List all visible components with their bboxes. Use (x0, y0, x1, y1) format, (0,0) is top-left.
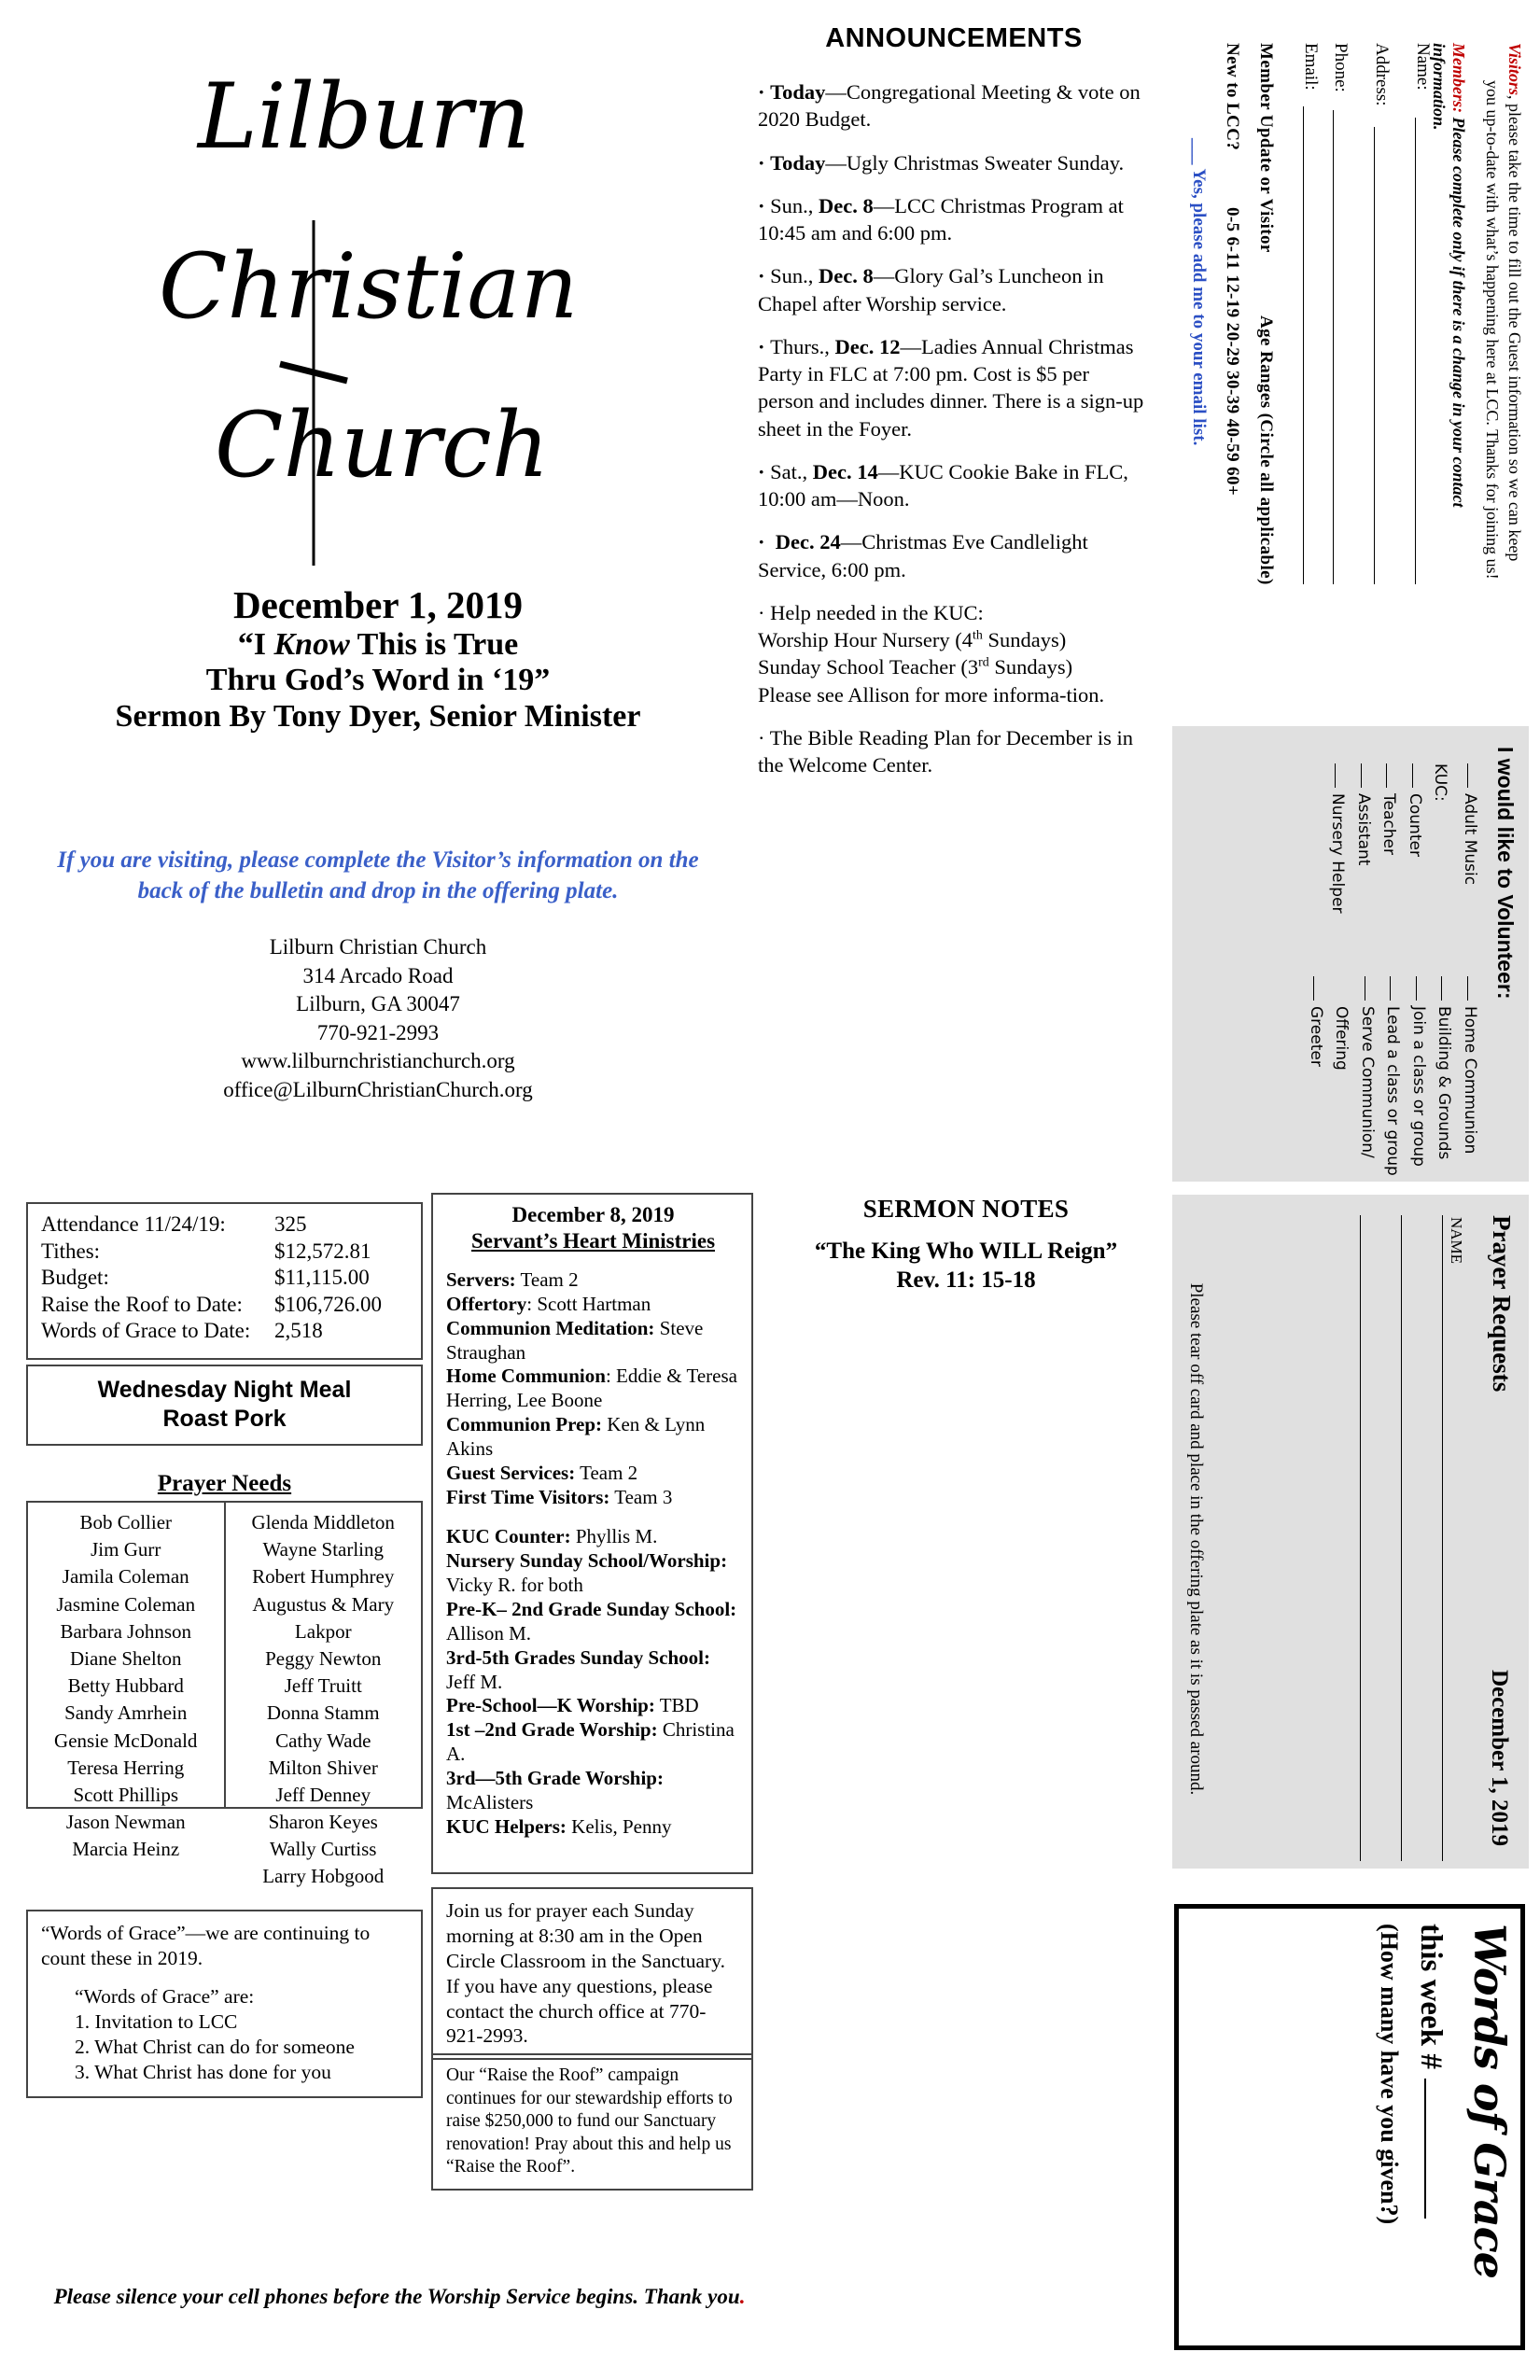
logo-line-1: Lilburn (198, 64, 531, 169)
service-heading (0, 583, 756, 735)
volunteer-option-serve-communion[interactable]: Serve Communion/ (1353, 976, 1379, 1176)
servant-row: Pre-K– 2nd Grade Sunday School: Allison M. (446, 1597, 737, 1645)
sermon-emphasis: Know (273, 626, 350, 662)
finance-label: Words of Grace to Date: (41, 1319, 251, 1343)
list-item: Sharon Keyes (268, 1811, 378, 1834)
volunteer-option-nursery-helper[interactable]: Nursery Helper (1324, 763, 1351, 913)
meal-menu: Roast Pork (162, 1405, 287, 1432)
finance-value: $12,572.81 (274, 1239, 371, 1263)
masthead (0, 0, 756, 1167)
servant-row: Communion Meditation: Steve Straughan (446, 1316, 704, 1364)
prayer-request-instructions: Please tear off card and place in the offering plate as it is passed around. (1186, 1282, 1206, 1796)
prayer-invitation-box: Join us for prayer each Sunday morning at 8:30 am in the Open Circle Classroom in the Sanctuary. If you have any questions, please contact the church office at 770-921-2993. (431, 1887, 753, 2060)
list-item: Jamila Coleman (62, 1565, 189, 1589)
list-item: Peggy Newton (265, 1646, 382, 1670)
servants-heart-box (431, 1193, 753, 1874)
volunteer-option-counter[interactable]: Counter (1401, 763, 1427, 913)
announcement-item: · Sun., Dec. 8—LCC Christmas Program at 10:45 am and 6:00 pm. (758, 193, 1124, 245)
finance-row (41, 1239, 410, 1266)
announcement-item: · Thurs., Dec. 12—Ladies Annual Christmas Party in FLC at 7:00 pm. Cost is $5 per person and includes dinner. There is a sign-up sheet in the Foyer. (758, 334, 1144, 441)
list-item: 1. Invitation to LCC (75, 2010, 238, 2034)
list-item: Wayne Starling (262, 1538, 385, 1561)
church-address-block (0, 933, 756, 1104)
announcement-item: · Sun., Dec. 8—Glory Gal’s Luncheon in Chapel after Worship service. (758, 264, 1104, 315)
visitor-card-intro: Visitors, please take the time to fill out the Guest information so we can keep you up-to-date with what’s happening here at LCC. Thanks for joining us! (1482, 43, 1524, 580)
list-item: 3. What Christ has done for you (75, 2061, 331, 2084)
announcement-date: Today (770, 150, 826, 175)
volunteer-option-greeter[interactable]: Greeter (1302, 976, 1328, 1176)
meal-title: Wednesday Night Meal (97, 1377, 352, 1403)
prayer-needs-box (26, 1501, 423, 1888)
list-item: Jason Newman (65, 1811, 186, 1834)
list-item: Lakpor (294, 1619, 352, 1643)
servant-row: Guest Services: Team 2 (446, 1462, 638, 1485)
visitor-email-label: Email: (1301, 43, 1321, 91)
finance-row (41, 1211, 410, 1239)
wednesday-meal-box (26, 1365, 423, 1446)
list-item: Sandy Amrhein (64, 1701, 188, 1725)
finance-label: Raise the Roof to Date: (41, 1292, 243, 1316)
list-item: Jim Gurr (91, 1538, 161, 1561)
visitor-phone-label: Phone: (1331, 43, 1351, 92)
announcement-date: Today (770, 80, 826, 104)
list-item: Wally Curtiss (270, 1838, 377, 1861)
prayer-needs-title: Prayer Needs (157, 1471, 292, 1496)
announcement-day: Sat., (770, 459, 813, 483)
list-item: Milton Shiver (268, 1756, 378, 1779)
servant-row: 3rd—5th Grade Worship: McAlisters (446, 1767, 664, 1814)
list-item: Diane Shelton (69, 1646, 182, 1670)
logo-svg (131, 37, 653, 579)
words-of-grace-count-line: this week # (1413, 1924, 1448, 2219)
preacher-line: Sermon By Tony Dyer, Senior Minister (115, 699, 641, 735)
list-item: Jasmine Coleman (56, 1592, 196, 1616)
sermon-series-line-2: Thru God’s Word in ‘19” (205, 663, 551, 698)
finance-row (41, 1318, 410, 1345)
prayer-needs-column-right (226, 1503, 422, 1888)
announcement-item: · Sat., Dec. 14—KUC Cookie Bake in FLC, 10:00 am—Noon. (758, 459, 1128, 511)
volunteer-option-assistant[interactable]: Assistant (1350, 763, 1376, 913)
visitor-card-members-note: Members: Please complete only if there is a change in your contact information. (1430, 43, 1468, 508)
prayer-request-line-2[interactable] (1401, 1215, 1402, 1861)
servant-row: First Time Visitors: Team 3 (446, 1486, 673, 1509)
list-item: Betty Hubbard (67, 1674, 184, 1698)
announcement-text: —Glory Gal’s Luncheon in Chapel after Worship service. (758, 264, 1104, 315)
volunteer-options-column-right (1302, 976, 1482, 1176)
church-phone: 770-921-2993 (316, 1020, 440, 1044)
words-of-grace-are-label: “Words of Grace” are: (75, 1985, 255, 2009)
announcement-kuc-help (758, 599, 1150, 708)
list-item: 2. What Christ can do for someone (75, 2036, 355, 2059)
member-update-label: Member Update or Visitor (1256, 43, 1276, 253)
visitor-instruction: If you are visiting, please complete the Visitor’s information on the back of the bulletin and drop in the offering plate. (57, 847, 699, 903)
words-of-grace-card (1174, 1904, 1525, 2350)
prayer-request-card (1172, 1195, 1529, 1869)
church-website[interactable]: www.lilburnchristianchurch.org (241, 1049, 515, 1073)
prayer-request-title: Prayer Requests (1488, 1215, 1516, 1393)
words-of-grace-explanation-box (26, 1910, 423, 2098)
servant-row: Pre-School—K Worship: TBD (446, 1694, 699, 1717)
visitor-email-input[interactable] (1303, 106, 1304, 584)
volunteer-option-home-communion[interactable]: Home Communion (1456, 976, 1482, 1176)
announcement-date: Dec. 12 (834, 334, 901, 358)
age-range-options[interactable]: 0-5 6-11 12-19 20-29 30-39 40-59 60+ (1223, 207, 1242, 497)
finance-label: Tithes: (41, 1239, 101, 1263)
announcement-day: Sun., (770, 264, 819, 288)
prayer-request-name-label: NAME (1448, 1217, 1465, 1265)
new-to-lcc-label[interactable]: New to LCC? (1223, 43, 1242, 151)
announcements-title: ANNOUNCEMENTS (825, 23, 1083, 53)
announcement-item: · Dec. 24—Christmas Eve Candlelight Service, 6:00 pm. (758, 530, 1088, 581)
announcement-day: Sun., (770, 193, 819, 217)
kuc-help-lead: · Help needed in the KUC: (758, 600, 984, 624)
finance-label: Budget: (41, 1266, 109, 1290)
list-item: Scott Phillips (73, 1783, 179, 1806)
servant-row: KUC Counter: Phyllis M. (446, 1525, 658, 1547)
church-name: Lilburn Christian Church (269, 935, 487, 959)
announcements-column (758, 23, 1150, 794)
volunteer-kuc-heading: KUC: (1431, 763, 1450, 802)
announcement-day: Thurs., (770, 334, 835, 358)
announcement-text: —Christmas Eve Candlelight Service, 6:00 pm. (758, 530, 1088, 581)
age-ranges-label: Age Ranges (Circle all applicable) (1256, 315, 1276, 585)
announcement-text: —KUC Cookie Bake in FLC, 10:00 am—Noon. (758, 459, 1128, 511)
words-of-grace-script: Words of Grace (1464, 1924, 1515, 2278)
list-item: Glenda Middleton (251, 1511, 395, 1533)
service-date: December 1, 2019 (232, 583, 524, 626)
list-item: Barbara Johnson (60, 1619, 192, 1643)
finance-row (41, 1292, 410, 1319)
church-logo (0, 28, 756, 588)
finance-value: $11,115.00 (274, 1266, 370, 1290)
sermon-title (765, 1237, 1167, 1295)
visitors-word: Visitors (1505, 43, 1524, 96)
visitor-address-input[interactable] (1374, 127, 1375, 584)
announcement-item: · Today—Congregational Meeting & vote on 2020 Budget. (758, 80, 1141, 132)
servant-row: KUC Helpers: Kelis, Penny (446, 1815, 672, 1839)
servants-heart-title: Servant’s Heart Ministries (470, 1229, 716, 1253)
announcement-date: Dec. 24 (775, 530, 841, 554)
email-optin-checkbox[interactable]: ___ Yes, please add me to your email list. (1189, 138, 1209, 446)
servant-row: Nursery Sunday School/Worship: Vicky R. for both (446, 1548, 728, 1596)
volunteer-option-lead-class[interactable]: Lead a class or group (1379, 976, 1406, 1176)
words-of-grace-intro: “Words of Grace”—we are continuing to count these in 2019. (41, 1922, 371, 1970)
servant-row: Home Communion: Eddie & Teresa Herring, Lee Boone (446, 1365, 737, 1412)
sermon-notes-title: SERMON NOTES (862, 1195, 1070, 1223)
visitor-name-input[interactable] (1415, 118, 1416, 584)
prayer-request-name-input[interactable] (1442, 1215, 1443, 1861)
announcement-date: Dec. 8 (819, 193, 874, 217)
finance-row (41, 1265, 410, 1292)
logo-line-3: Church (215, 393, 550, 497)
words-of-grace-question: (How many have you given?) (1376, 1924, 1403, 2225)
announcement-text: —Congregational Meeting & vote on 2020 Budget. (758, 80, 1141, 132)
footer-period: . (739, 2285, 746, 2308)
kuc-help-line-2: Sunday School Teacher (3rd Sundays) (758, 655, 1073, 679)
sermon-title-text: “The King Who WILL Reign” (814, 1239, 1118, 1264)
prayer-request-line-3[interactable] (1360, 1215, 1361, 1861)
footer-note: Please silence your cell phones before the Worship Service begins. Thank you. (53, 2285, 746, 2308)
list-item: Larry Hobgood (262, 1865, 385, 1888)
servant-row: Offertory: Scott Hartman (446, 1292, 651, 1315)
finance-value: $106,726.00 (274, 1292, 382, 1316)
volunteer-option-join-class[interactable]: Join a class or group (1405, 976, 1431, 1176)
volunteer-title: I would like to Volunteer: (1493, 747, 1518, 1000)
list-item: Cathy Wade (275, 1729, 371, 1752)
servant-row: 3rd-5th Grades Sunday School: Jeff M. (446, 1645, 710, 1693)
announcement-text: —LCC Christmas Program at 10:45 am and 6:00 pm. (758, 193, 1124, 245)
list-item: Donna Stamm (266, 1701, 380, 1725)
members-word: Members: (1449, 43, 1468, 113)
church-city-state-zip: Lilburn, GA 30047 (296, 992, 460, 1016)
volunteer-option-adult-music[interactable]: Adult Music (1456, 763, 1482, 913)
raise-the-roof-box: Our “Raise the Roof” campaign continues for our stewardship efforts to raise $250,000 to fund our Sanctuary renovation! Pray about this and help us “Raise the Roof”. (431, 2053, 753, 2191)
list-item: Bob Collier (79, 1511, 173, 1533)
sermon-series-line-1: “I Know This is True (237, 626, 519, 662)
kuc-help-line-1: Worship Hour Nursery (4th Sundays) (758, 628, 1067, 651)
attendance-finance-box (26, 1202, 423, 1360)
list-item: Jeff Denney (275, 1783, 371, 1806)
sermon-notes-section (765, 1195, 1167, 1295)
servant-row: Communion Prep: Ken & Lynn Akins (446, 1413, 706, 1461)
servant-row: Servers: Team 2 (446, 1267, 579, 1291)
church-street: 314 Arcado Road (302, 963, 454, 987)
volunteer-option-offering[interactable]: Offering (1332, 1006, 1351, 1071)
prayer-request-date: December 1, 2019 (1487, 1669, 1512, 1846)
list-item: Jeff Truitt (284, 1674, 362, 1698)
announcement-text: —Ladies Annual Christmas Party in FLC at 7:00 pm. Cost is $5 per person and includes dinner. There is a sign-up sheet in the Foyer. (758, 334, 1144, 441)
kuc-help-line-3: Please see Allison for more informa-tion. (758, 682, 1105, 707)
visitor-address-label: Address: (1372, 43, 1392, 106)
words-of-grace-list (41, 2009, 410, 2085)
servants-heart-date: December 8, 2019 (511, 1203, 675, 1226)
visitor-information-card (1162, 7, 1533, 597)
servant-row: 1st –2nd Grade Worship: Christina A. (446, 1718, 735, 1766)
church-email[interactable]: office@LilburnChristianChurch.org (223, 1077, 533, 1101)
words-of-grace-count-input[interactable] (1424, 2079, 1426, 2219)
announcement-item: · Today—Ugly Christmas Sweater Sunday. (758, 150, 1125, 175)
list-item: Teresa Herring (67, 1756, 185, 1779)
announcement-date: Dec. 14 (812, 459, 878, 483)
list-item: Robert Humphrey (252, 1565, 395, 1589)
visitor-phone-input[interactable] (1333, 110, 1334, 584)
volunteer-options-column-left (1324, 763, 1482, 913)
volunteer-card (1172, 726, 1529, 1182)
volunteer-option-teacher[interactable]: Teacher (1376, 763, 1402, 913)
list-item: Gensie McDonald (54, 1729, 198, 1752)
finance-value: 325 (274, 1212, 307, 1236)
volunteer-option-building-grounds[interactable]: Building & Grounds (1431, 976, 1457, 1176)
finance-label: Attendance 11/24/19: (41, 1212, 226, 1236)
finance-value: 2,518 (274, 1319, 323, 1343)
prayer-needs-column-left (28, 1503, 226, 1861)
visitor-name-label: Name: (1413, 43, 1433, 91)
announcement-date: Dec. 8 (819, 264, 874, 288)
announcement-text: —Ugly Christmas Sweater Sunday. (825, 150, 1125, 175)
logo-line-2: Christian (159, 234, 579, 339)
sermon-scripture-reference: Rev. 11: 15-18 (896, 1267, 1036, 1294)
list-item: Marcia Heinz (72, 1838, 180, 1861)
list-item: Augustus & Mary (252, 1592, 395, 1616)
announcement-bible-plan: · The Bible Reading Plan for December is in the Welcome Center. (758, 725, 1133, 777)
